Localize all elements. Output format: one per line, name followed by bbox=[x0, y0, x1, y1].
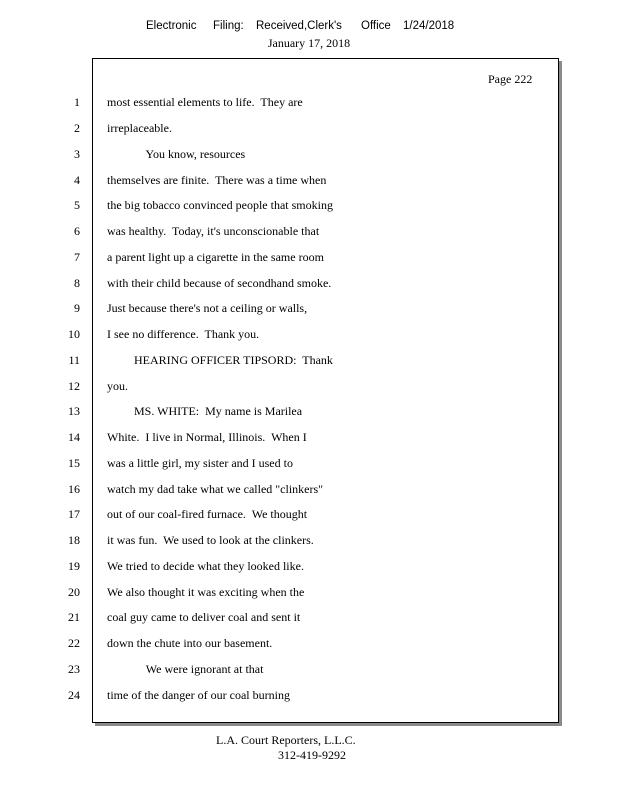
line-text: most essential elements to life. They are bbox=[107, 95, 303, 109]
transcript-line bbox=[0, 301, 560, 317]
line-text: out of our coal-fired furnace. We thought bbox=[107, 507, 308, 521]
filing-stamp-office: Office bbox=[361, 20, 391, 32]
transcript-line bbox=[0, 688, 560, 704]
line-number: 7 bbox=[74, 250, 80, 264]
line-number: 18 bbox=[68, 533, 80, 547]
transcript-line bbox=[0, 610, 560, 626]
filing-stamp-electronic: Electronic bbox=[146, 20, 197, 32]
transcript-line bbox=[0, 276, 560, 292]
line-text: coal guy came to deliver coal and sent it bbox=[107, 610, 301, 624]
transcript-line bbox=[0, 507, 560, 523]
transcript-line bbox=[0, 250, 560, 266]
footer-company-name: L.A. Court Reporters, L.L.C. bbox=[216, 733, 356, 747]
hearing-date: January 17, 2018 bbox=[267, 36, 351, 50]
line-text: the big tobacco convinced people that smoking bbox=[107, 198, 333, 212]
line-text: You know, resources bbox=[107, 147, 246, 161]
line-number: 9 bbox=[74, 301, 80, 315]
line-text: it was fun. We used to look at the clinkers. bbox=[107, 533, 314, 547]
line-number: 1 bbox=[74, 95, 80, 109]
line-number: 8 bbox=[74, 276, 80, 290]
filing-stamp-received: Received,Clerk's bbox=[256, 20, 342, 32]
line-number: 13 bbox=[68, 404, 80, 418]
line-number: 15 bbox=[68, 456, 80, 470]
filing-stamp-header bbox=[0, 20, 618, 34]
transcript-line bbox=[0, 198, 560, 214]
line-number: 20 bbox=[68, 585, 80, 599]
transcript-line bbox=[0, 585, 560, 601]
line-text: down the chute into our basement. bbox=[107, 636, 273, 650]
line-number: 6 bbox=[74, 224, 80, 238]
line-text: HEARING OFFICER TIPSORD: Thank bbox=[107, 353, 333, 367]
line-text: We also thought it was exciting when the bbox=[107, 585, 305, 599]
transcript-line bbox=[0, 559, 560, 575]
line-number: 17 bbox=[68, 507, 80, 521]
transcript-line bbox=[0, 482, 560, 498]
line-number: 2 bbox=[74, 121, 80, 135]
line-number: 3 bbox=[74, 147, 80, 161]
line-text: Just because there's not a ceiling or walls, bbox=[107, 301, 308, 315]
line-number: 23 bbox=[68, 662, 80, 676]
line-number: 19 bbox=[68, 559, 80, 573]
line-text: White. I live in Normal, Illinois. When I bbox=[107, 430, 307, 444]
line-text: a parent light up a cigarette in the same room bbox=[107, 250, 324, 264]
line-text: watch my dad take what we called "clinkers" bbox=[107, 482, 324, 496]
line-text: themselves are finite. There was a time when bbox=[107, 173, 327, 187]
line-number: 16 bbox=[68, 482, 80, 496]
transcript-line bbox=[0, 121, 560, 137]
transcript-line bbox=[0, 404, 560, 420]
line-number: 10 bbox=[68, 327, 80, 341]
line-text: irreplaceable. bbox=[107, 121, 172, 135]
page-number: Page 222 bbox=[488, 72, 533, 86]
filing-stamp-filing: Filing: bbox=[213, 20, 244, 32]
transcript-line bbox=[0, 430, 560, 446]
line-text: We were ignorant at that bbox=[107, 662, 264, 676]
line-number: 21 bbox=[68, 610, 80, 624]
line-number: 11 bbox=[68, 353, 80, 367]
transcript-line bbox=[0, 147, 560, 163]
transcript-line bbox=[0, 327, 560, 343]
transcript-line bbox=[0, 173, 560, 189]
line-number: 22 bbox=[68, 636, 80, 650]
line-text: was a little girl, my sister and I used to bbox=[107, 456, 293, 470]
transcript-line bbox=[0, 533, 560, 549]
line-text: We tried to decide what they looked like. bbox=[107, 559, 304, 573]
line-text: was healthy. Today, it's unconscionable that bbox=[107, 224, 320, 238]
line-number: 24 bbox=[68, 688, 80, 702]
line-text: time of the danger of our coal burning bbox=[107, 688, 290, 702]
line-number: 12 bbox=[68, 379, 80, 393]
line-text: you. bbox=[107, 379, 128, 393]
line-number: 5 bbox=[74, 198, 80, 212]
transcript-line bbox=[0, 379, 560, 395]
line-number: 4 bbox=[74, 173, 80, 187]
transcript-line bbox=[0, 456, 560, 472]
line-number: 14 bbox=[68, 430, 80, 444]
transcript-line bbox=[0, 353, 560, 369]
transcript-line bbox=[0, 662, 560, 678]
transcript-line bbox=[0, 224, 560, 240]
line-text: with their child because of secondhand smoke. bbox=[107, 276, 332, 290]
footer-phone-number: 312-419-9292 bbox=[278, 748, 346, 762]
line-text: MS. WHITE: My name is Marilea bbox=[107, 404, 303, 418]
filing-stamp-date: 1/24/2018 bbox=[403, 20, 455, 32]
transcript-line bbox=[0, 636, 560, 652]
line-text: I see no difference. Thank you. bbox=[107, 327, 260, 341]
transcript-line bbox=[0, 95, 560, 111]
